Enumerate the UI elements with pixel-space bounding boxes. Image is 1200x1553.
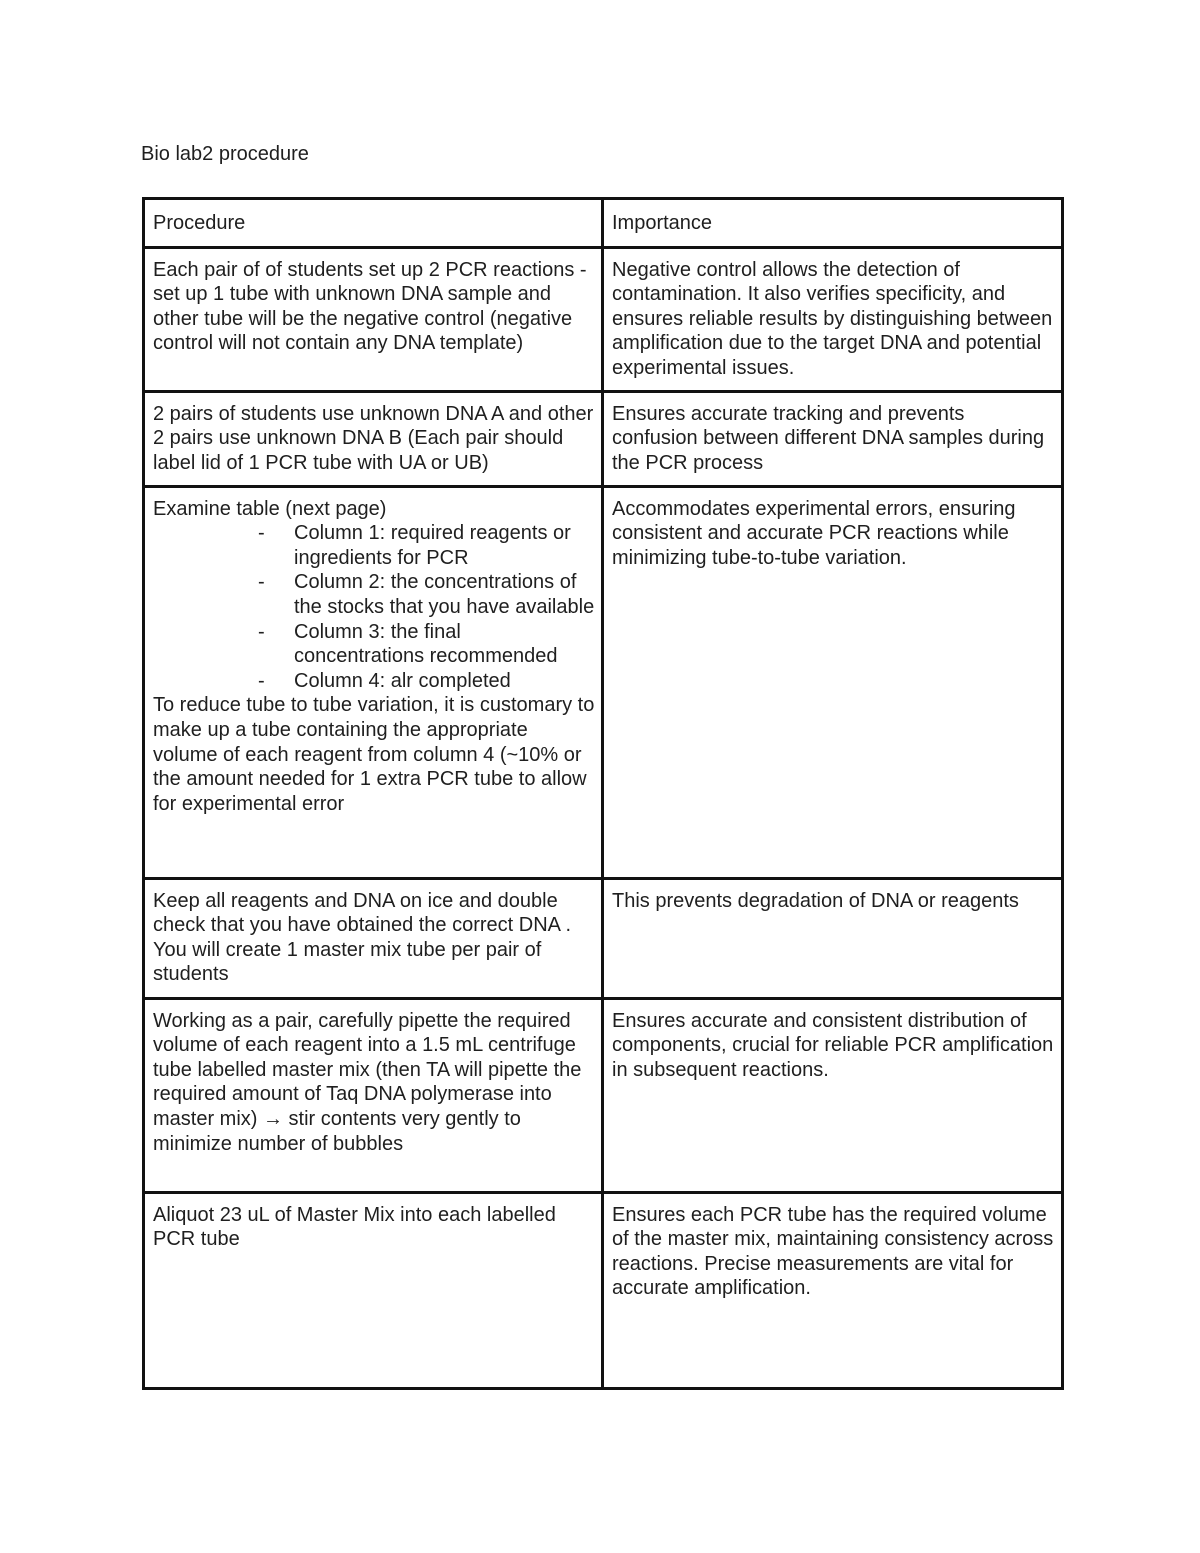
column-list	[153, 521, 595, 693]
procedure-cell: Working as a pair, carefully pipette the required volume of each reagent into a 1.5 mL centrifuge tube labelled master mix (then TA will pipette the required amount of Taq DNA polymerase into master mix) → stir contents very gently to minimize number of bubbles	[144, 998, 603, 1192]
document-title: Bio lab2 procedure	[141, 143, 309, 165]
list-item	[258, 620, 595, 669]
table-row	[144, 247, 1063, 391]
importance-cell: Ensures accurate tracking and prevents confusion between different DNA samples during the PCR process	[603, 391, 1063, 486]
procedure-cell: 2 pairs of students use unknown DNA A and other 2 pairs use unknown DNA B (Each pair should label lid of 1 PCR tube with UA or UB)	[144, 391, 603, 486]
importance-cell: Ensures each PCR tube has the required volume of the master mix, maintaining consistency across reactions. Precise measurements are vital for accurate amplification.	[603, 1192, 1063, 1388]
dash-bullet: -	[258, 620, 265, 643]
importance-cell: This prevents degradation of DNA or reagents	[603, 878, 1063, 998]
procedure-cell: Keep all reagents and DNA on ice and double check that you have obtained the correct DNA . You will create 1 master mix tube per pair of students	[144, 878, 603, 998]
header-importance: Importance	[603, 199, 1063, 248]
procedure-outro: To reduce tube to tube variation, it is customary to make up a tube containing the appropriate volume of each reagent from column 4 (~10% or the amount needed for 1 extra PCR tube to allow for experimental error	[153, 694, 595, 815]
list-item	[258, 521, 595, 570]
list-item	[258, 570, 595, 619]
procedure-table	[142, 197, 1064, 1390]
list-item-text: Column 2: the concentrations of the stocks that you have available	[294, 571, 595, 618]
procedure-cell	[144, 486, 603, 878]
dash-bullet: -	[258, 669, 265, 692]
importance-cell: Accommodates experimental errors, ensuring consistent and accurate PCR reactions while minimizing tube-to-tube variation.	[603, 486, 1063, 878]
dash-bullet: -	[258, 571, 265, 594]
importance-cell: Negative control allows the detection of contamination. It also verifies specificity, and ensures reliable results by distinguishing between amplification due to the target DNA and potential experimental issues.	[603, 247, 1063, 391]
header-procedure: Procedure	[144, 199, 603, 248]
list-item	[258, 669, 595, 694]
list-item-text: Column 1: required reagents or ingredients for PCR	[294, 522, 571, 569]
procedure-cell: Each pair of of students set up 2 PCR reactions - set up 1 tube with unknown DNA sample and other tube will be the negative control (negative control will not contain any DNA template)	[144, 247, 603, 391]
procedure-intro: Examine table (next page)	[153, 497, 387, 520]
list-item-text: Column 3: the final concentrations recommended	[294, 620, 558, 668]
procedure-cell: Aliquot 23 uL of Master Mix into each labelled PCR tube	[144, 1192, 603, 1388]
table-row	[144, 998, 1063, 1192]
importance-cell: Ensures accurate and consistent distribution of components, crucial for reliable PCR amplification in subsequent reactions.	[603, 998, 1063, 1192]
table-row	[144, 1192, 1063, 1388]
table-row	[144, 486, 1063, 878]
table-row	[144, 391, 1063, 486]
dash-bullet: -	[258, 522, 265, 545]
table-header-row	[144, 199, 1063, 248]
list-item-text: Column 4: alr completed	[294, 669, 511, 692]
table-row	[144, 878, 1063, 998]
